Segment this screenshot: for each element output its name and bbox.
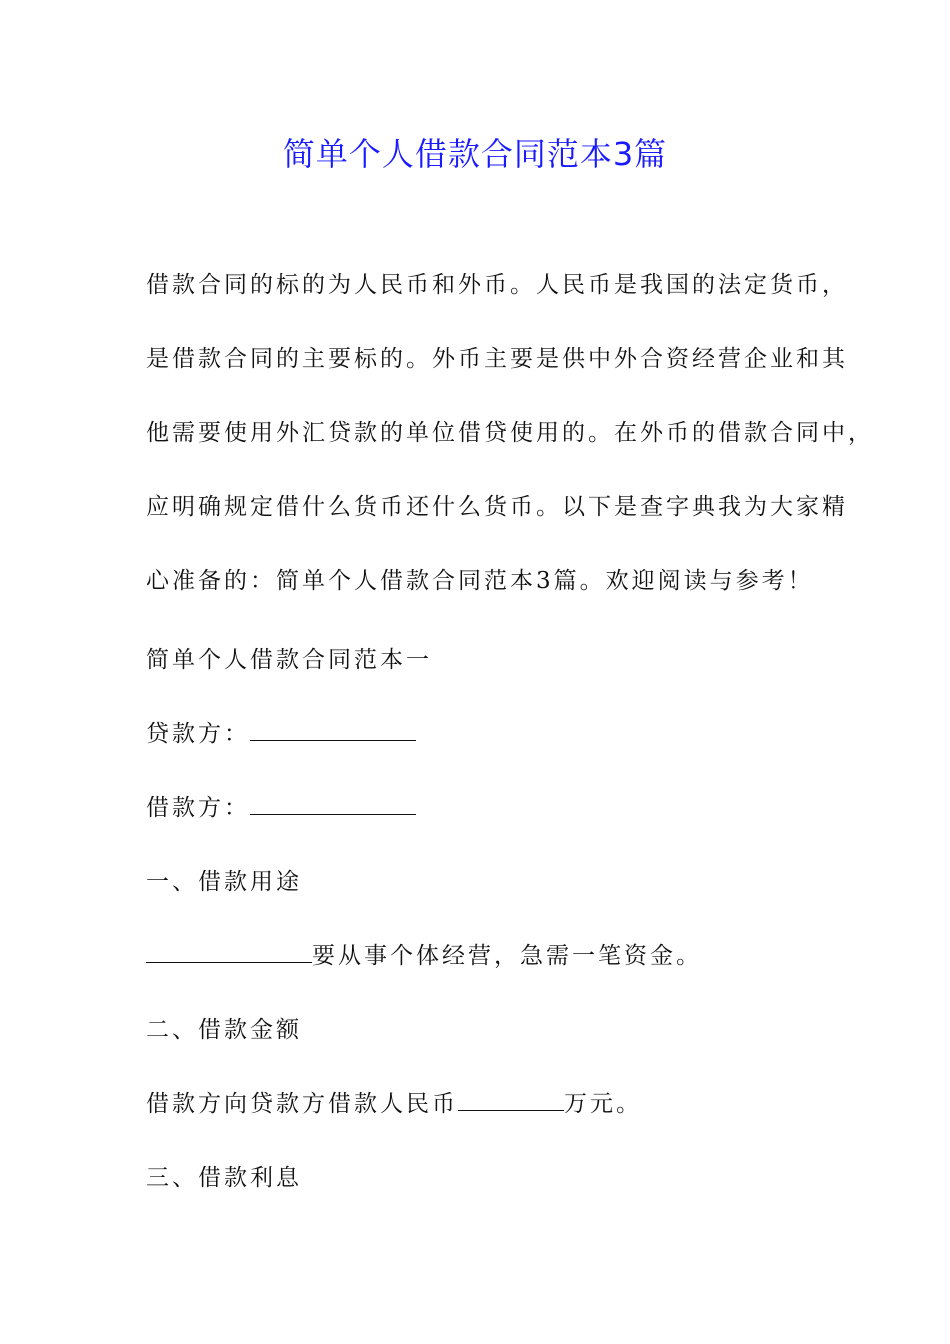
section-title: 简单个人借款合同范本一 [146, 647, 432, 673]
document-title: 简单个人借款合同范本3篇 [282, 135, 668, 173]
clause2-text-before: 借款方向贷款方借款人民币 [146, 1091, 458, 1117]
borrower-line [146, 788, 416, 828]
intro-line-3: 他需要使用外汇贷款的单位借贷使用的。在外币的借款合同中， [146, 420, 874, 446]
clause1-text: 要从事个体经营，急需一笔资金。 [312, 943, 702, 969]
clause2-heading: 二、借款金额 [146, 1017, 302, 1043]
intro-line-4: 应明确规定借什么货币还什么货币。以下是查字典我为大家精 [146, 494, 848, 520]
lender-line [146, 714, 416, 754]
clause1-line [146, 936, 702, 976]
clause1-heading: 一、借款用途 [146, 869, 302, 895]
clause1-blank [146, 936, 312, 963]
clause2-line [146, 1084, 642, 1124]
clause2-blank [458, 1084, 564, 1111]
clause3-heading: 三、借款利息 [146, 1165, 302, 1191]
borrower-label: 借款方： [146, 795, 250, 821]
intro-line-2: 是借款合同的主要标的。外币主要是供中外合资经营企业和其 [146, 346, 848, 372]
lender-blank [250, 714, 416, 741]
intro-line-5: 心准备的：简单个人借款合同范本3篇。欢迎阅读与参考！ [146, 568, 814, 594]
clause2-text-after: 万元。 [564, 1091, 642, 1117]
borrower-blank [250, 788, 416, 815]
intro-line-1: 借款合同的标的为人民币和外币。人民币是我国的法定货币， [146, 272, 848, 298]
lender-label: 贷款方： [146, 721, 250, 747]
